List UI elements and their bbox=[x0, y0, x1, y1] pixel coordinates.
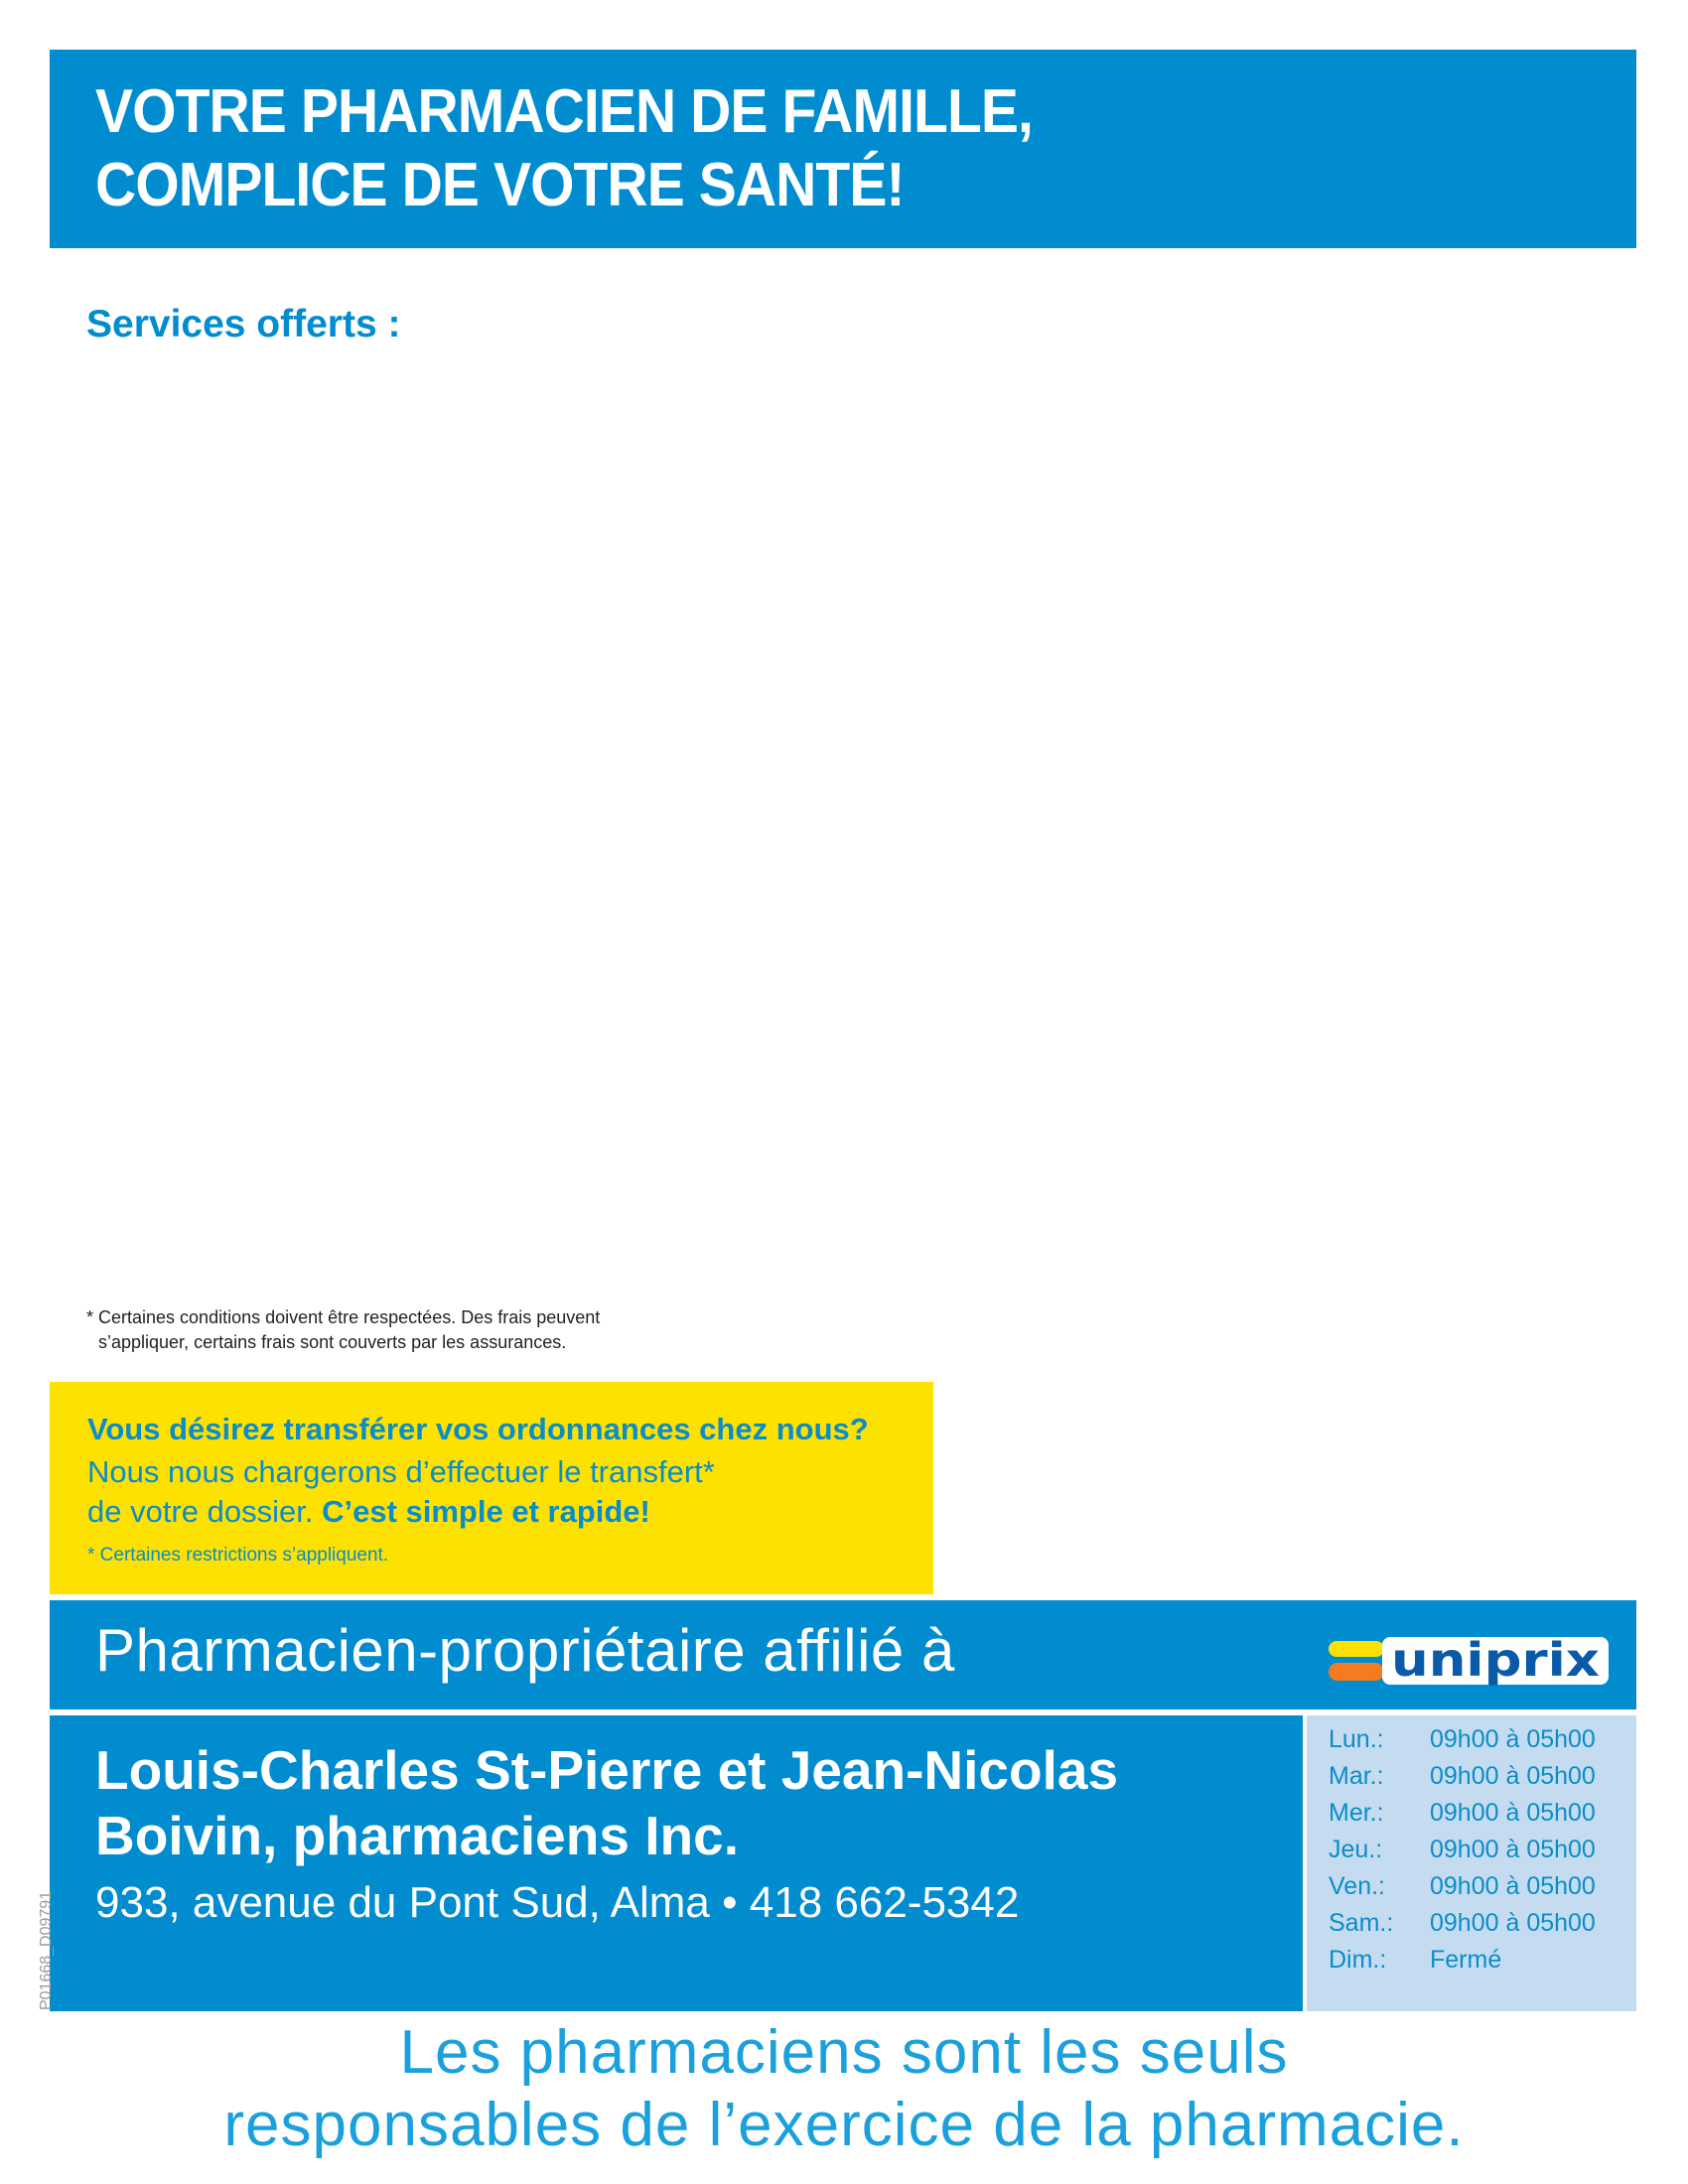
uniprix-logo bbox=[1329, 1633, 1609, 1695]
hours-time: 09h00 à 05h00 bbox=[1430, 1799, 1596, 1827]
owner-name-line-2: Boivin, pharmaciens Inc. bbox=[95, 1805, 739, 1866]
hours-day: Ven.: bbox=[1329, 1872, 1385, 1900]
hours-time: 09h00 à 05h00 bbox=[1430, 1909, 1596, 1937]
hours-day: Mer.: bbox=[1329, 1799, 1384, 1827]
title-line-1: VOTRE PHARMACIEN DE FAMILLE, bbox=[95, 77, 1033, 146]
hours-time: Fermé bbox=[1430, 1946, 1502, 1974]
hours-time: 09h00 à 05h00 bbox=[1430, 1836, 1596, 1863]
transfer-text-plain: de votre dossier. bbox=[87, 1494, 314, 1529]
document-code: P01668_D09791 bbox=[38, 1890, 55, 2010]
logo-stripe-orange bbox=[1329, 1663, 1384, 1681]
tagline-line-2: responsables de l’exercice de la pharmacie. bbox=[223, 2091, 1465, 2159]
logo-wordmark: uniprix bbox=[1391, 1633, 1600, 1687]
hours-time: 09h00 à 05h00 bbox=[1430, 1872, 1596, 1900]
hours-day: Sam.: bbox=[1329, 1909, 1394, 1937]
owner-name-line-1: Louis-Charles St-Pierre et Jean-Nicolas bbox=[95, 1739, 1119, 1801]
transfer-text-line-1: Nous nous chargerons d’effectuer le transfert* bbox=[87, 1454, 715, 1489]
footnote-line-1: * Certaines conditions doivent être respectées. Des frais peuvent bbox=[86, 1307, 601, 1327]
hours-day: Mar.: bbox=[1329, 1762, 1384, 1790]
conditions-footnote bbox=[86, 1305, 781, 1355]
transfer-text-bold: C’est simple et rapide! bbox=[322, 1494, 650, 1529]
hours-day: Dim.: bbox=[1329, 1946, 1387, 1974]
hours-time: 09h00 à 05h00 bbox=[1430, 1762, 1596, 1790]
transfer-restrictions-note: * Certaines restrictions s’appliquent. bbox=[87, 1545, 389, 1566]
services-heading: Services offerts : bbox=[86, 303, 401, 345]
hours-day: Lun.: bbox=[1329, 1725, 1384, 1753]
owner-name bbox=[95, 1737, 1287, 1868]
tagline-line-1: Les pharmaciens sont les seuls bbox=[399, 2018, 1289, 2087]
transfer-question: Vous désirez transférer vos ordonnances chez nous? bbox=[87, 1412, 869, 1446]
footnote-line-2: s’appliquer, certains frais sont couverts par les assurances. bbox=[98, 1332, 567, 1352]
owner-address: 933, avenue du Pont Sud, Alma • 418 662-5342 bbox=[95, 1878, 1020, 1927]
hours-time: 09h00 à 05h00 bbox=[1430, 1725, 1596, 1753]
title-line-2: COMPLICE DE VOTRE SANTÉ! bbox=[95, 151, 905, 219]
hours-day: Jeu.: bbox=[1329, 1836, 1383, 1863]
transfer-text-line-2 bbox=[87, 1494, 650, 1530]
logo-stripe-yellow bbox=[1329, 1641, 1384, 1657]
affiliation-text: Pharmacien-propriétaire affilié à bbox=[95, 1617, 955, 1684]
page-title bbox=[95, 75, 1374, 222]
